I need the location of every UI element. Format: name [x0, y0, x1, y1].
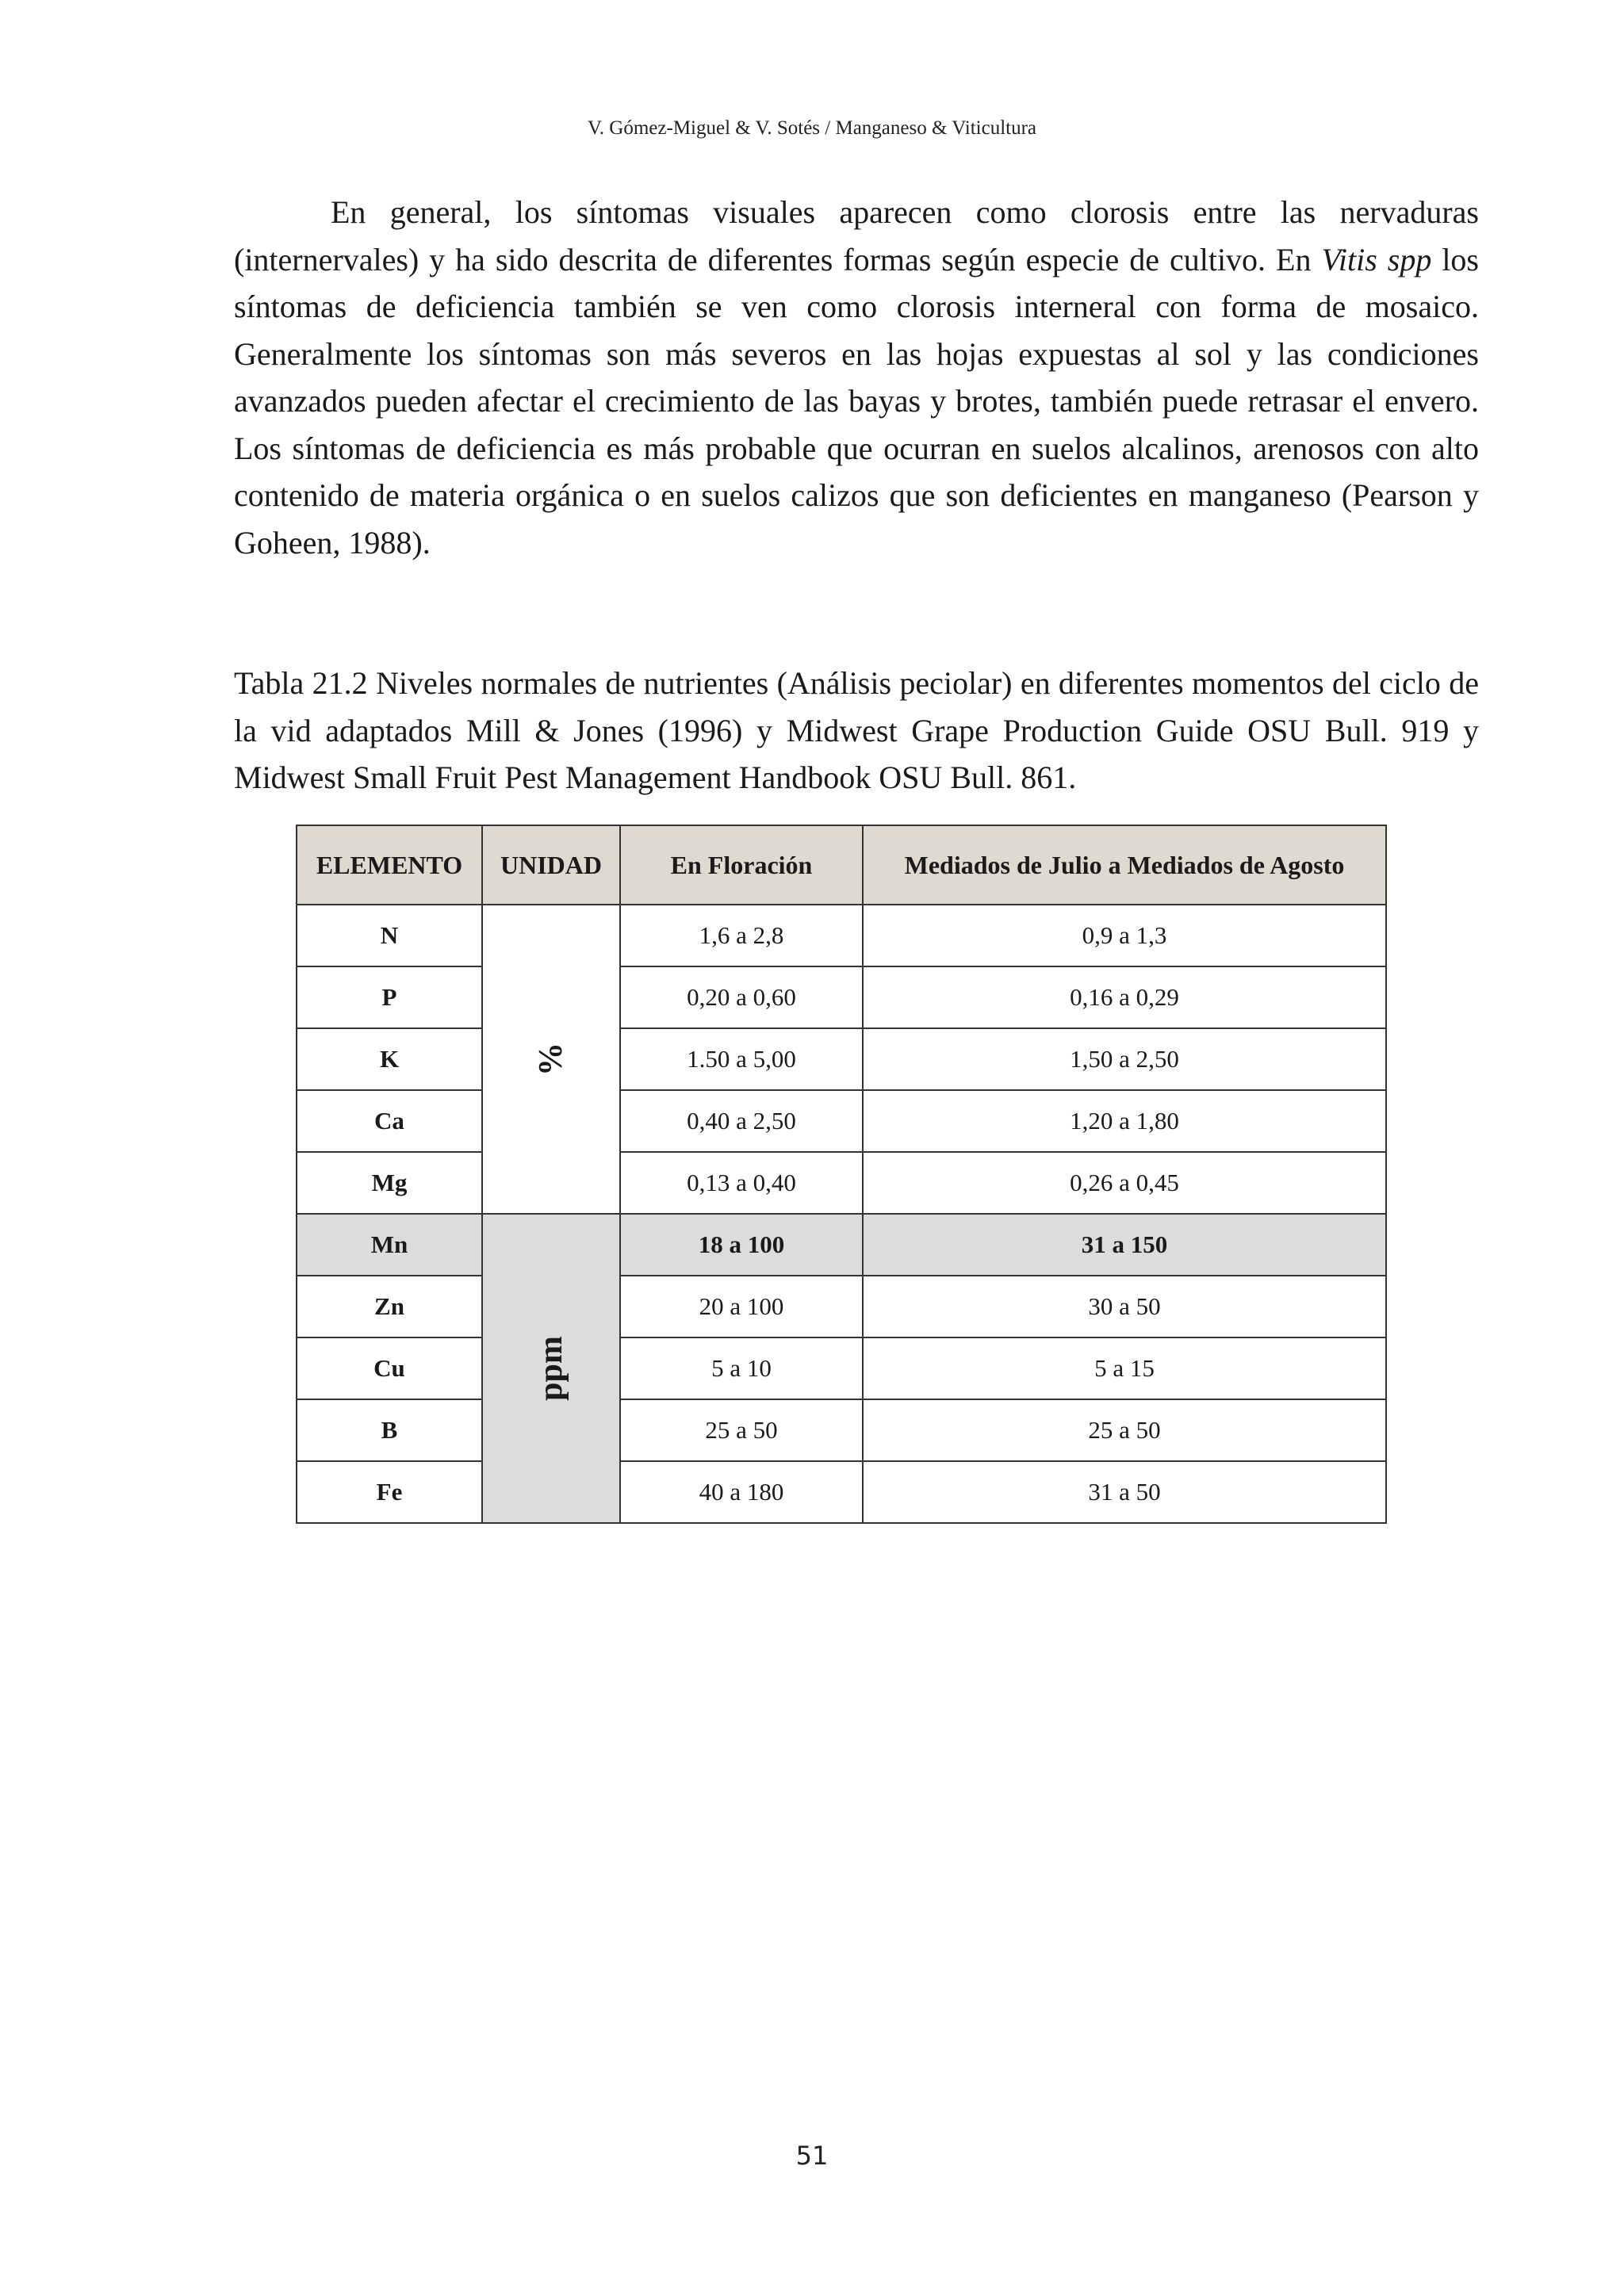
- floracion-cell: 1.50 a 5,00: [620, 1028, 863, 1090]
- floracion-cell: 0,40 a 2,50: [620, 1090, 863, 1152]
- table-row: [297, 1337, 1386, 1399]
- julio-agosto-cell: 0,26 a 0,45: [863, 1152, 1386, 1214]
- unit-percent-cell: [482, 905, 620, 1214]
- julio-agosto-cell: 30 a 50: [863, 1276, 1386, 1337]
- julio-agosto-cell: 1,50 a 2,50: [863, 1028, 1386, 1090]
- table-row: [297, 1461, 1386, 1523]
- unit-ppm-label: ppm: [532, 1336, 569, 1401]
- table-row: [297, 1152, 1386, 1214]
- table-row: [297, 1090, 1386, 1152]
- element-cell: Mg: [297, 1152, 482, 1214]
- running-header: V. Gómez-Miguel & V. Sotés / Manganeso & Viticultura: [587, 117, 1037, 139]
- julio-agosto-cell: 25 a 50: [863, 1399, 1386, 1461]
- table-row: [297, 905, 1386, 966]
- floracion-cell: 40 a 180: [620, 1461, 863, 1523]
- body-paragraph: [234, 189, 1479, 566]
- table-row-highlighted: [297, 1214, 1386, 1276]
- table-row: [297, 1276, 1386, 1337]
- body-text-end: los síntomas de deficiencia también se ven como clorosis interneral con forma de mosaico. Generalmente los síntomas son más severos en las hojas expuestas al sol y las condiciones avanzados pueden afectar el crecimiento de las bayas y brotes, también puede retrasar el envero. Los síntomas de deficiencia es más probable que ocurran en suelos alcalinos, arenosos con alto contenido de materia orgánica o en suelos calizos que son deficientes en manganeso (Pearson y Goheen, 1988).: [234, 241, 1479, 561]
- body-text-start: En general, los síntomas visuales aparecen como clorosis entre las nervaduras (internervales) y ha sido descrita de diferentes formas según especie de cultivo. En: [234, 194, 1479, 277]
- floracion-cell: 0,20 a 0,60: [620, 966, 863, 1028]
- julio-agosto-cell: 0,16 a 0,29: [863, 966, 1386, 1028]
- element-cell: Cu: [297, 1337, 482, 1399]
- julio-agosto-cell: 31 a 50: [863, 1461, 1386, 1523]
- table-header-row: [297, 825, 1386, 905]
- header-elemento: ELEMENTO: [297, 825, 482, 905]
- floracion-cell: 18 a 100: [620, 1214, 863, 1276]
- floracion-cell: 1,6 a 2,8: [620, 905, 863, 966]
- table-row: [297, 1028, 1386, 1090]
- element-cell: Ca: [297, 1090, 482, 1152]
- header-unidad: UNIDAD: [482, 825, 620, 905]
- julio-agosto-cell: 31 a 150: [863, 1214, 1386, 1276]
- julio-agosto-cell: 0,9 a 1,3: [863, 905, 1386, 966]
- species-name: Vitis spp: [1321, 241, 1432, 277]
- unit-ppm-cell: [482, 1214, 620, 1523]
- header-julio-agosto: Mediados de Julio a Mediados de Agosto: [863, 825, 1386, 905]
- floracion-cell: 5 a 10: [620, 1337, 863, 1399]
- table-row: [297, 966, 1386, 1028]
- element-cell: K: [297, 1028, 482, 1090]
- table-row: [297, 1399, 1386, 1461]
- element-cell: Fe: [297, 1461, 482, 1523]
- page-number: 51: [795, 2141, 829, 2171]
- header-floracion: En Floración: [620, 825, 863, 905]
- floracion-cell: 0,13 a 0,40: [620, 1152, 863, 1214]
- table-caption: Tabla 21.2 Niveles normales de nutrientes (Análisis peciolar) en diferentes momentos del ciclo de la vid adaptados Mill & Jones (1996) y Midwest Grape Production Guide OSU Bull. 919 y Midwest Small Fruit Pest Management Handbook OSU Bull. 861.: [234, 665, 1479, 795]
- julio-agosto-cell: 5 a 15: [863, 1337, 1386, 1399]
- element-cell: N: [297, 905, 482, 966]
- element-cell: Zn: [297, 1276, 482, 1337]
- unit-percent-label: %: [533, 1043, 569, 1076]
- julio-agosto-cell: 1,20 a 1,80: [863, 1090, 1386, 1152]
- element-cell: B: [297, 1399, 482, 1461]
- floracion-cell: 25 a 50: [620, 1399, 863, 1461]
- element-cell: Mn: [297, 1214, 482, 1276]
- nutrient-levels-table: [296, 825, 1387, 1524]
- floracion-cell: 20 a 100: [620, 1276, 863, 1337]
- element-cell: P: [297, 966, 482, 1028]
